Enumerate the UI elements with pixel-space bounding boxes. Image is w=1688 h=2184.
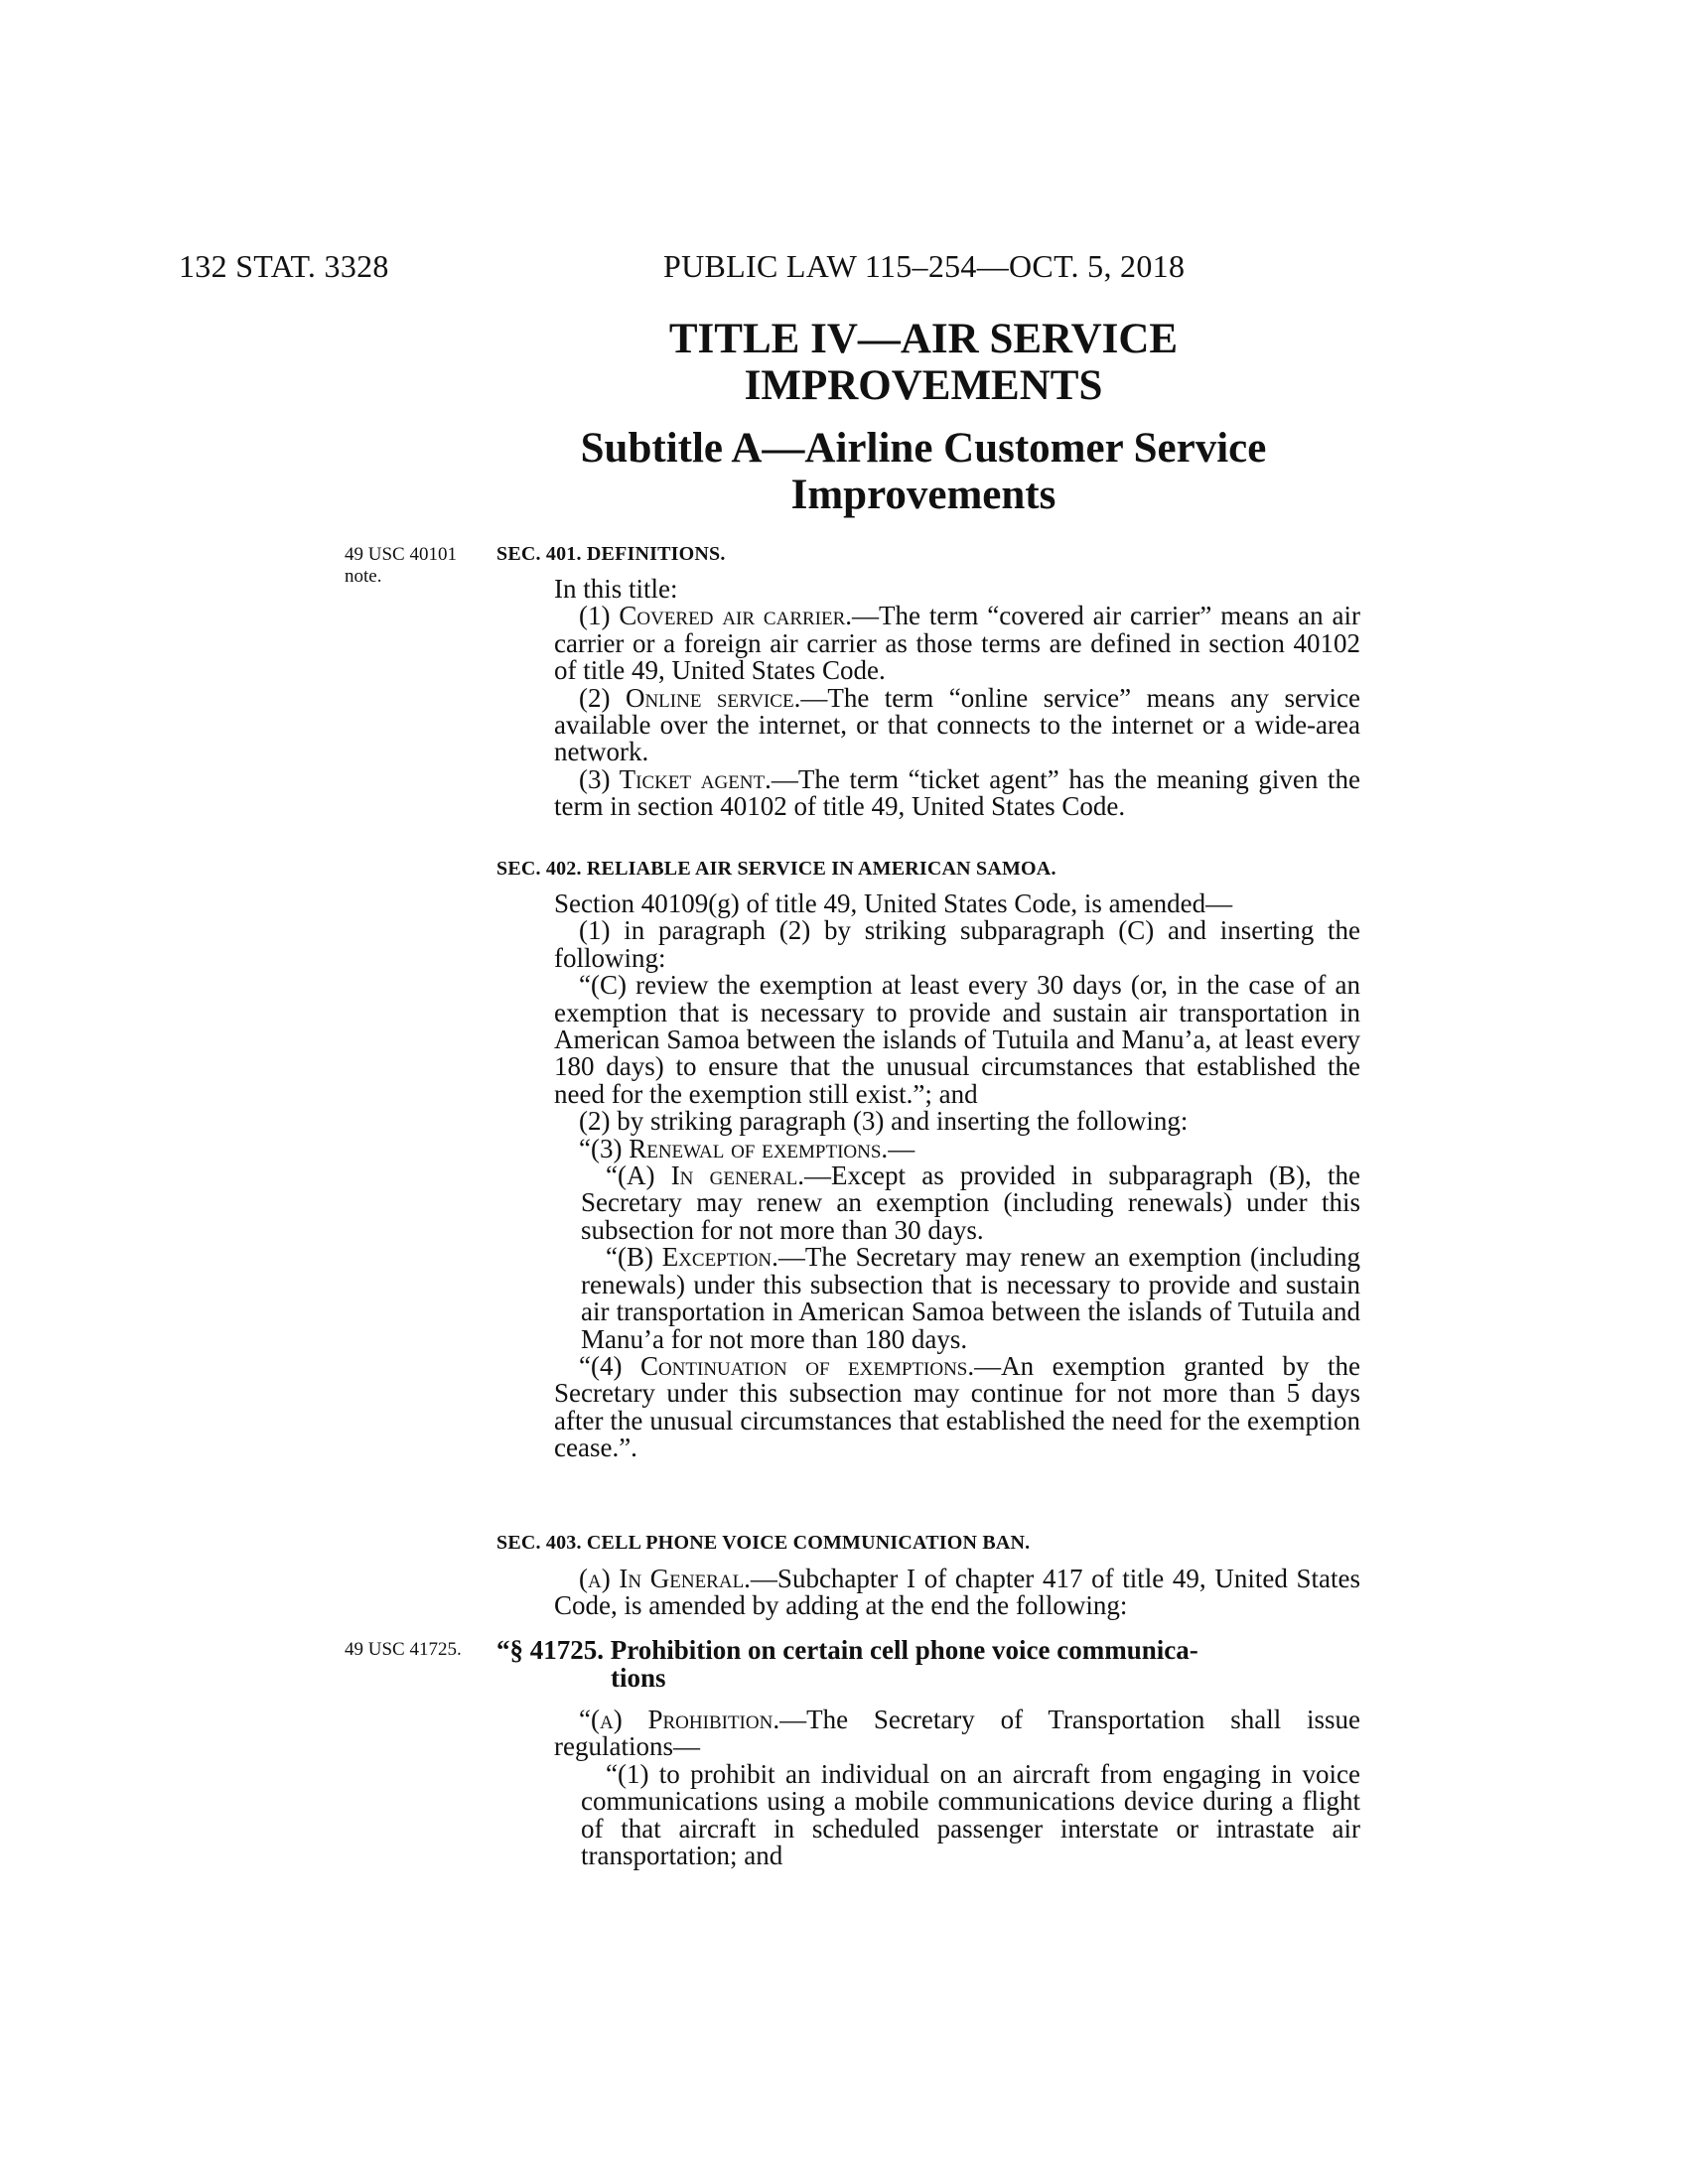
para-text: —The Secretary may renew an exemption (including renewals) under this subsection that is necessary to provide and sustain air transportation in American Samoa between the islands of Tutuila and Manu’a for not more than 180 days. bbox=[581, 1242, 1360, 1354]
para-label: “(B) Exception. bbox=[606, 1242, 778, 1273]
statute-heading-line-2: tions bbox=[611, 1663, 666, 1693]
subtitle-line-2: Improvements bbox=[790, 472, 1056, 518]
statute-section-heading bbox=[496, 1636, 1360, 1692]
subtitle-line-1: Subtitle A—Airline Customer Service bbox=[580, 425, 1267, 472]
sec401-para-3 bbox=[496, 763, 1360, 822]
para-label: “(a) Prohibition. bbox=[579, 1705, 780, 1734]
sec401-para-1 bbox=[496, 603, 1360, 684]
sec402-quote-b bbox=[496, 1244, 1360, 1353]
margin-note-sec41725: 49 USC 41725. bbox=[345, 1639, 462, 1660]
para-text: —The term “ticket agent” has the meaning given the term in section 40102 of title 49, United States Code. bbox=[554, 763, 1360, 822]
margin-note-line-2: note. bbox=[345, 566, 382, 587]
sec403-subsection-a bbox=[496, 1566, 1360, 1620]
section-body-402 bbox=[496, 890, 1360, 1462]
margin-note-line-1: 49 USC 40101 bbox=[345, 544, 457, 565]
para-label: (2) Online service. bbox=[579, 682, 801, 713]
section-heading-402: SEC. 402. RELIABLE AIR SERVICE IN AMERICAN SAMOA. bbox=[496, 858, 1056, 880]
sec401-para-2 bbox=[496, 682, 1360, 767]
statute-heading-line-1: “§ 41725. Prohibition on certain cell phone voice communica- bbox=[496, 1635, 1198, 1665]
margin-note-sec401 bbox=[345, 544, 464, 588]
statute-paragraph-1: “(1) to prohibit an individual on an aircraft from engaging in voice communications using a mobile communications device during a flight of that aircraft in scheduled passenger interstate or intrastate air transportation; and bbox=[581, 1758, 1360, 1871]
statute-body bbox=[496, 1706, 1360, 1869]
sec402-intro: Section 40109(g) of title 49, United States Code, is amended— bbox=[554, 888, 1233, 918]
para-label: “(4) Continuation of exemptions. bbox=[579, 1350, 975, 1381]
para-text: —The Secretary of Transportation shall issue regulations— bbox=[554, 1705, 1360, 1762]
section-body-403 bbox=[496, 1566, 1360, 1620]
para-text: — bbox=[888, 1133, 915, 1163]
para-text: —The term “online service” means any service available over the internet, or that connects to the internet or a wide-area network. bbox=[554, 682, 1360, 767]
sec401-intro: In this title: bbox=[554, 574, 678, 604]
para-label: (a) In General. bbox=[579, 1564, 751, 1593]
title-line-2: IMPROVEMENTS bbox=[744, 362, 1103, 409]
title-heading bbox=[496, 316, 1350, 409]
running-header: PUBLIC LAW 115–254—OCT. 5, 2018 bbox=[663, 248, 1186, 284]
title-line-1: TITLE IV—AIR SERVICE bbox=[668, 316, 1179, 362]
sec402-quote-3 bbox=[496, 1133, 1360, 1163]
sec402-quote-4 bbox=[496, 1350, 1360, 1463]
para-label: “(3) Renewal of exemptions. bbox=[579, 1133, 889, 1163]
para-text: —Subchapter I of chapter 417 of title 49, United States Code, is amended by adding at the end the following: bbox=[554, 1564, 1360, 1621]
para-text: —The term “covered air carrier” means an air carrier or a foreign air carrier as those terms are defined in section 40102 of title 49, United States Code. bbox=[554, 601, 1360, 686]
para-label: “(A) In general. bbox=[606, 1160, 805, 1191]
sec402-quote-c: “(C) review the exemption at least every 30 days (or, in the case of an exemption that is necessary to provide and sustain air transportation in American Samoa between the islands of Tutuila and Manu’a, at least every 180 days) to ensure that the unusual circumstances that established the need for the exemption still exist.”; and bbox=[554, 970, 1360, 1109]
subtitle-heading bbox=[496, 425, 1350, 518]
section-heading-403: SEC. 403. CELL PHONE VOICE COMMUNICATION BAN. bbox=[496, 1532, 1031, 1554]
section-heading-401: SEC. 401. DEFINITIONS. bbox=[496, 543, 726, 565]
sec402-para-1: (1) in paragraph (2) by striking subparagraph (C) and inserting the following: bbox=[554, 915, 1360, 973]
statute-subsection-a bbox=[496, 1706, 1360, 1761]
para-label: (1) Covered air carrier. bbox=[579, 601, 853, 631]
sec402-quote-a bbox=[496, 1162, 1360, 1244]
para-text: —Except as provided in subparagraph (B), the Secretary may renew an exemption (including renewals) under this subsection for not more than 30 days. bbox=[581, 1160, 1360, 1245]
section-body-401 bbox=[496, 576, 1360, 821]
sec402-para-2: (2) by striking paragraph (3) and inserting the following: bbox=[579, 1106, 1189, 1137]
page-stat-citation: 132 STAT. 3328 bbox=[179, 248, 389, 284]
para-label: (3) Ticket agent. bbox=[579, 763, 772, 794]
para-text: —An exemption granted by the Secretary under this subsection may continue for not more than 5 days after the unusual circumstances that established the need for the exemption cease.”. bbox=[554, 1350, 1360, 1463]
